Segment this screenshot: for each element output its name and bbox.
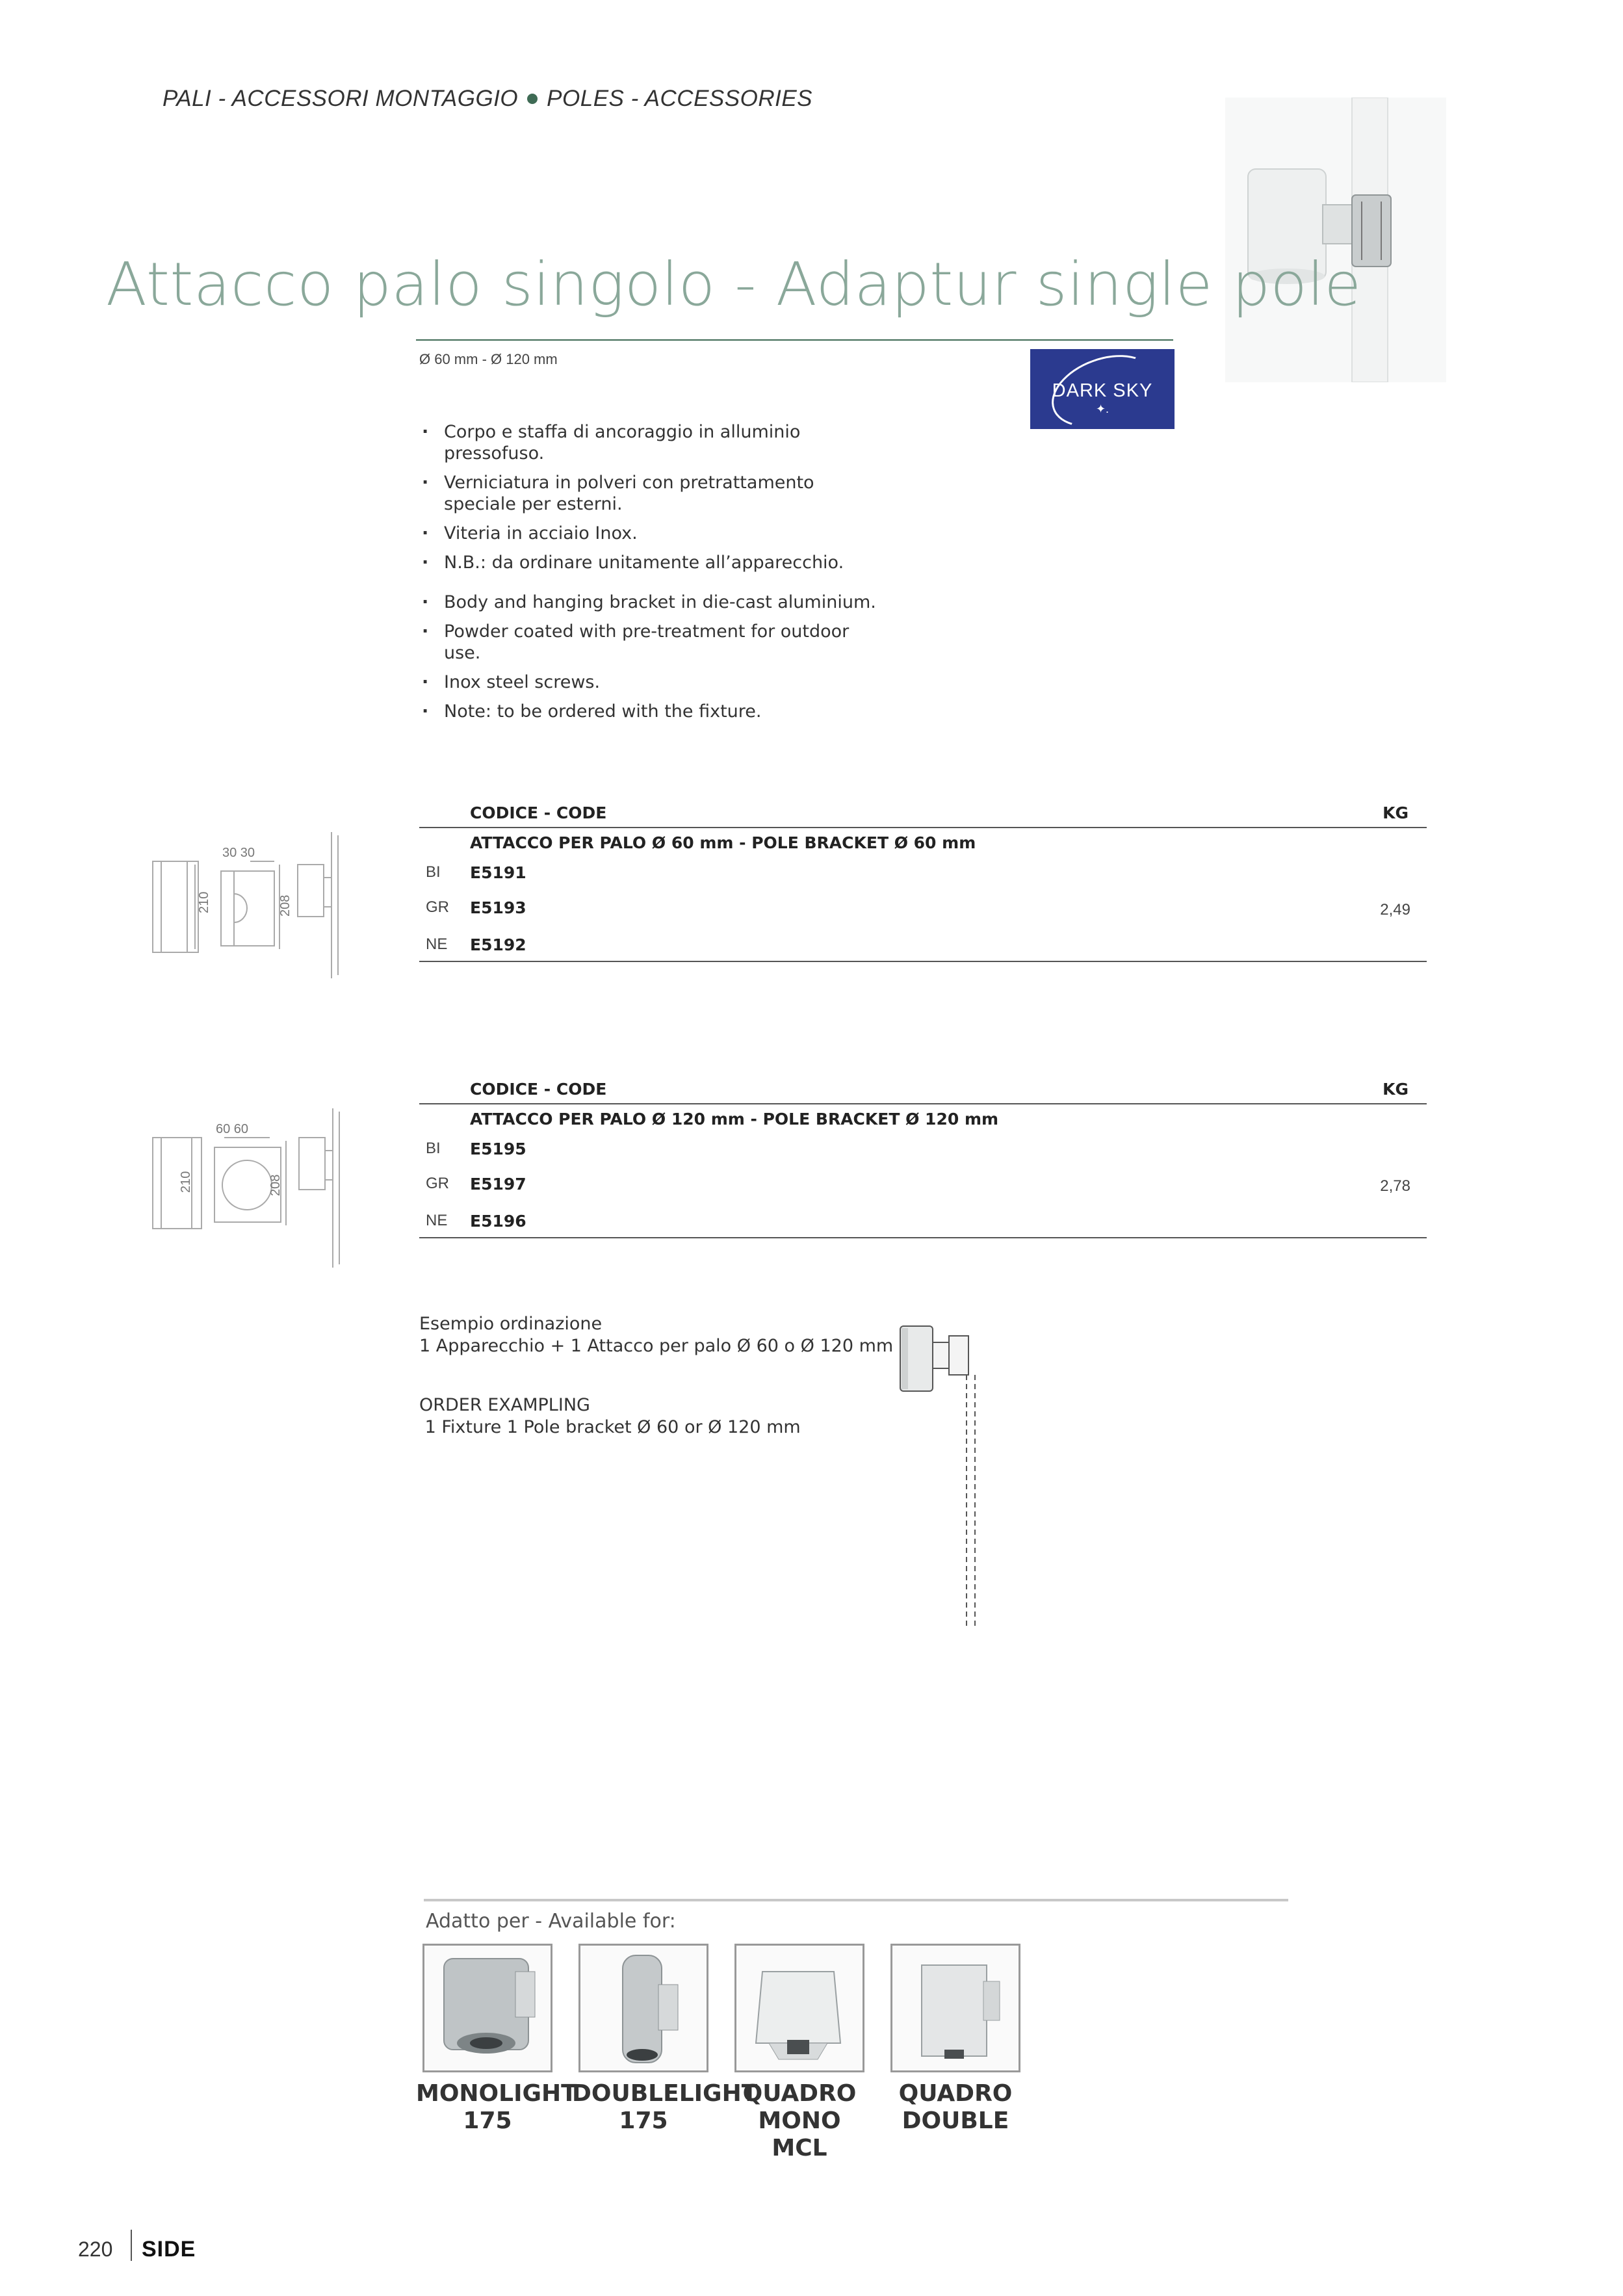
dim-left: 210 <box>179 1171 193 1193</box>
monolight-icon <box>424 1946 551 2070</box>
code-column-header: CODICE - CODE <box>470 803 607 822</box>
product-name-line: MONO MCL <box>758 2107 841 2161</box>
color-code: BI <box>426 1140 441 1157</box>
features-list-en <box>419 592 887 730</box>
dark-sky-label: DARK SKY <box>1052 380 1153 401</box>
page-number: 220 <box>78 2237 113 2261</box>
color-code: NE <box>426 935 448 953</box>
product-name-line: DOUBLE <box>902 2107 1009 2134</box>
code-table-60 <box>419 803 1427 966</box>
kg-column-header: KG <box>1383 1080 1409 1099</box>
product-code: E5191 <box>470 863 526 882</box>
product-name-line: QUADRO <box>898 2080 1013 2107</box>
bracket-drawing-icon <box>143 1102 357 1277</box>
order-title-en: ORDER EXAMPLING <box>419 1395 590 1415</box>
table-bottom-rule <box>419 961 1427 962</box>
feature-item: · Note: to be ordered with the fixture. <box>419 701 887 722</box>
dim-top: 60 60 <box>216 1122 249 1136</box>
brand-name: SIDE <box>142 2237 196 2262</box>
weight-value: 2,49 <box>1380 901 1410 919</box>
header-rule <box>419 827 1427 828</box>
table-row <box>419 935 1427 961</box>
color-code: NE <box>426 1212 448 1229</box>
color-code: GR <box>426 1175 449 1192</box>
dim-left: 210 <box>197 891 211 913</box>
doublelight-icon <box>580 1946 707 2070</box>
feature-item: · Inox steel screws. <box>419 672 887 693</box>
product-code: E5192 <box>470 935 526 954</box>
table-bottom-rule <box>419 1237 1427 1238</box>
color-code: GR <box>426 898 449 916</box>
feature-item: · Verniciatura in polveri con pretrattamento speciale per esterni. <box>419 472 887 515</box>
order-example-drawing <box>894 1323 991 1632</box>
feature-item: · Corpo e staffa di ancoraggio in alluminio pressofuso. <box>419 421 887 464</box>
feature-item: · N.B.: da ordinare unitamente all’apparecchio. <box>419 552 887 573</box>
product-card-doublelight <box>578 1944 708 2072</box>
section-header <box>162 86 812 112</box>
dark-sky-stars-icon: ✦. <box>1095 402 1110 415</box>
product-name-line: 175 <box>619 2107 668 2134</box>
product-code: E5193 <box>470 898 526 917</box>
product-code: E5196 <box>470 1212 526 1231</box>
fixture-on-pole-icon <box>894 1323 991 1632</box>
table-row <box>419 1212 1427 1238</box>
title-divider <box>416 339 1173 341</box>
product-code: E5197 <box>470 1175 526 1194</box>
features-list-it <box>419 421 887 581</box>
order-text-it: 1 Apparecchio + 1 Attacco per palo Ø 60 o Ø 120 mm <box>419 1336 894 1356</box>
pole-bracket-photo-icon <box>1225 98 1446 382</box>
table-row <box>419 863 1427 889</box>
product-name-doublelight <box>572 2080 758 2135</box>
section-header-en: POLES - ACCESSORIES <box>547 86 813 111</box>
kg-column-header: KG <box>1383 803 1409 822</box>
color-code: BI <box>426 863 441 881</box>
product-name-line: MONOLIGHT <box>416 2080 577 2107</box>
feature-item: · Powder coated with pre-treatment for outdoor use. <box>419 621 887 664</box>
weight-value: 2,78 <box>1380 1177 1410 1195</box>
product-name-line: QUADRO <box>742 2080 857 2107</box>
product-name-line: 175 <box>463 2107 512 2134</box>
product-name-quadro-double <box>884 2080 1027 2135</box>
bracket-drawing-icon <box>143 826 357 988</box>
product-name: ATTACCO PER PALO Ø 60 mm - POLE BRACKET Ø 60 mm <box>470 833 976 852</box>
feature-item: · Viteria in acciaio Inox. <box>419 523 887 544</box>
product-card-quadro-double <box>890 1944 1020 2072</box>
bullet-dot-icon <box>527 94 538 104</box>
header-rule <box>419 1103 1427 1104</box>
feature-item: · Body and hanging bracket in die-cast aluminium. <box>419 592 887 613</box>
table-row <box>419 1140 1427 1166</box>
table-row <box>419 898 1427 924</box>
technical-drawing-60 <box>143 826 357 988</box>
quadro-double-icon <box>892 1946 1019 2070</box>
available-divider <box>424 1899 1288 1901</box>
order-example-it <box>419 1313 893 1357</box>
section-header-it: PALI - ACCESSORI MONTAGGIO <box>162 86 519 111</box>
product-photo <box>1225 98 1446 382</box>
product-name: ATTACCO PER PALO Ø 120 mm - POLE BRACKET Ø 120 mm <box>470 1110 999 1128</box>
dim-right: 208 <box>268 1174 283 1196</box>
dim-right: 208 <box>278 894 292 917</box>
product-name-line: DOUBLELIGHT <box>572 2080 758 2107</box>
code-table-120 <box>419 1080 1427 1242</box>
technical-drawing-120 <box>143 1102 357 1277</box>
footer-divider <box>131 2230 132 2261</box>
order-example-en <box>419 1394 801 1439</box>
product-code: E5195 <box>470 1140 526 1158</box>
available-label: Adatto per - Available for: <box>426 1910 676 1933</box>
product-name-monolight <box>416 2080 577 2135</box>
table-row <box>419 1175 1427 1201</box>
diameter-range: Ø 60 mm - Ø 120 mm <box>419 351 558 367</box>
dark-sky-badge <box>1030 349 1175 429</box>
product-card-monolight <box>422 1944 552 2072</box>
order-title-it: Esempio ordinazione <box>419 1314 603 1334</box>
dim-top: 30 30 <box>222 846 255 860</box>
order-text-en: 1 Fixture 1 Pole bracket Ø 60 or Ø 120 mm <box>419 1417 801 1437</box>
product-name-quadro-mono <box>728 2080 871 2162</box>
quadro-mono-icon <box>736 1946 863 2070</box>
page-title: Attacco palo singolo - Adaptur single pole <box>106 250 1362 319</box>
product-card-quadro-mono-mcl <box>734 1944 864 2072</box>
code-column-header: CODICE - CODE <box>470 1080 607 1099</box>
